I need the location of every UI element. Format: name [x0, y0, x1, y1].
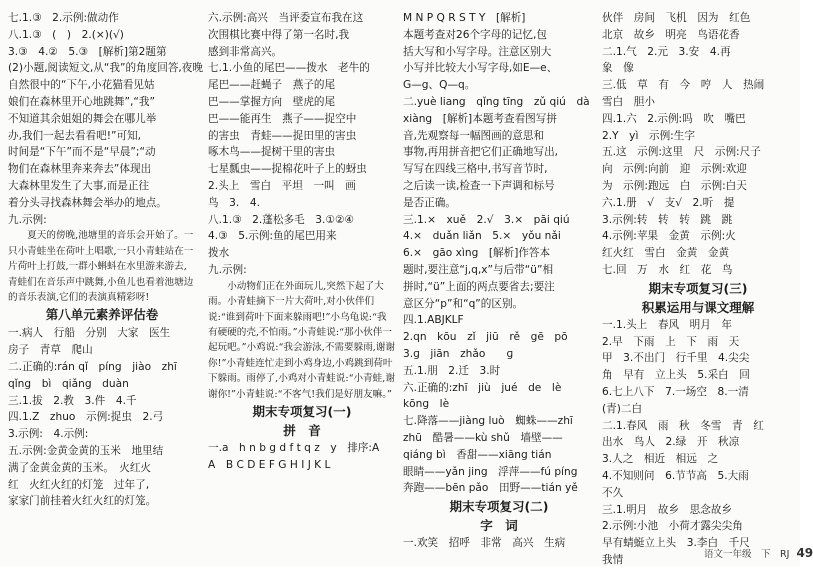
column-3 — [403, 10, 595, 552]
answer-line: 六.1.册 √ 支√ 2.听 提 — [602, 196, 735, 209]
answer-line: 之后读一读,检查一下声调和标号 — [403, 179, 555, 192]
answer-line: 啄木鸟——捉树干里的害虫 — [208, 146, 336, 159]
answer-line: 4.示例:苹果 金黄 示例:火 — [602, 230, 736, 243]
review-title: 期末专项复习(二) — [449, 499, 549, 515]
column-2 — [208, 10, 396, 474]
book-label: 语文一年级 下 RJ — [704, 549, 790, 560]
answer-line: G—g、Q—q。 — [403, 79, 476, 92]
answer-line: kōng lè — [403, 398, 450, 411]
unit-title: 第八单元素养评估卷 — [45, 307, 159, 323]
answer-line: 3.人之 相近 相远 之 — [602, 453, 719, 466]
answer-line: 象 像 — [602, 62, 634, 75]
answer-line: 五.这 示例:这里 尺 示例:尺子 — [602, 146, 761, 159]
answer-line: 满了金黄金黄的玉米。 火红火 — [8, 461, 152, 474]
answer-line: 四.1.ABJKLF — [403, 314, 464, 327]
answer-line: 4.× duǎn liǎn 5.× yǒu nǎi — [403, 230, 561, 243]
answer-line: 我情 — [602, 553, 624, 566]
answer-line: 次围棋比赛中得了第一名时,我 — [208, 28, 350, 41]
answer-line: 办,我们一起去看看吧!”可知, — [8, 129, 142, 142]
answer-line: 鸟 3. 4. — [208, 196, 260, 209]
answer-line: 巴——掌握方向 壁虎的尾 — [208, 95, 336, 108]
column-1 — [8, 10, 203, 510]
answer-line: 二.正确的:rán qǐ píng jiào zhī — [8, 360, 177, 373]
answer-lines — [403, 10, 595, 497]
answer-line: xiàng [解析]本题考查看图写拼 — [403, 112, 557, 125]
answer-line: 4.③ 5.示例:鱼的尾巴用来 — [208, 230, 337, 243]
answer-line: 三.低 草 有 今 哼 人 热闹 — [602, 79, 765, 92]
answer-line: 一.1.头上 春风 明月 年 — [602, 318, 733, 331]
answer-line: 七星瓢虫——捉棉花叶子上的蚜虫 — [208, 163, 367, 176]
answer-line: 娘们在森林里开心地跳舞”,“我” — [8, 95, 155, 108]
answer-line: 七.1.③ 2.示例:做动作 — [8, 12, 119, 24]
answer-line: 四.1.六 2.示例:吗 吹 嘴巴 — [602, 112, 746, 125]
answer-line: 三.1.拔 2.教 3.件 4.千 — [8, 394, 137, 407]
answer-line: 的害虫 青蛙——捉田里的害虫 — [208, 129, 357, 142]
answer-line: 事物,再用拼音把它们正确地写出, — [403, 146, 559, 159]
answer-line: 意区分“p”和“q”的区别。 — [403, 297, 524, 310]
answer-line: 雪白 胆小 — [602, 95, 655, 108]
answer-line: (青)二白 — [602, 402, 643, 415]
answer-line: (2)小题,阅读短文,从“我”的角度回答,夜晚 — [8, 62, 203, 75]
answer-line: M N P Q R S T Y [解析] — [403, 12, 526, 24]
answer-line: zhū 酷暑——kù shǔ 墙壁—— — [403, 431, 563, 444]
answer-line: 夏天的傍晚,池塘里的音乐会开始了。一只小青蛙坐在荷叶上唱歌,一只小青蛙站在一片荷叶上打鼓,一群小蝌蚪在水里游来游去,青蛙们在音乐声中跳舞,小鱼儿也看着池塘边的音乐表演,它们的表演真精彩呀! — [8, 230, 194, 303]
answer-line: 八.1.③ 2.蓬松多毛 3.①②④ — [208, 213, 354, 226]
answer-lines — [8, 325, 196, 510]
answer-line: 二.1.气 2.元 3.安 4.再 — [602, 45, 731, 58]
answer-line: 括大写和小写字母。注意区别大 — [403, 45, 552, 58]
answer-line: 二.yuè liang qǐng tīng zǔ qiú dà — [403, 95, 590, 108]
answer-line: 红火红 雪白 金黄 金黄 — [602, 247, 730, 260]
answer-line: 眼睛——yǎn jing 浮萍——fú píng — [403, 465, 578, 478]
answer-line: 为 示例:跑远 白 示例:白天 — [602, 179, 747, 192]
answer-line: qǐng bì qiǎng duàn — [8, 377, 129, 390]
answer-line: 4.不知则问 6.节节高 5.大雨 — [602, 469, 749, 482]
answer-line: 大森林里发生了大事,而是正往 — [8, 179, 150, 192]
answer-line: 七.1.小鱼的尾巴——拨水 老牛的 — [208, 62, 370, 75]
answer-lines — [8, 10, 203, 212]
question-label: 九.示例: — [8, 213, 47, 226]
answer-line: A B C D E F G H I J K L — [208, 458, 331, 471]
answer-line: 3.③ 4.② 5.③ [解析]第2题第 — [8, 45, 167, 58]
question-label: 九.示例: — [208, 263, 247, 276]
answer-line: 2.头上 雪白 平坦 一叫 画 — [208, 179, 356, 192]
answer-line: 2.早 下雨 上 下 雨 天 — [602, 335, 740, 348]
answer-line: 2.示例:小池 小荷才露尖尖角 — [602, 520, 743, 533]
answer-line: 写写在四线三格中,书写音节时, — [403, 163, 548, 176]
answer-line: 房子 青草 爬山 — [8, 344, 93, 357]
answer-line: 四.1.Z zhuo 示例:捉虫 2.弓 — [8, 411, 164, 424]
review-title: 期末专项复习(三) — [648, 280, 748, 296]
answer-line: 八.1.③ ( ) 2.(×)(√) — [8, 28, 124, 41]
answer-line: 物们在森林里奔来奔去”体现出 — [8, 163, 152, 176]
answer-line: 角 早有 立上头 5.采白 回 — [602, 369, 750, 382]
answer-line: 题时,要注意“j,q,x”与后带“ü”相 — [403, 263, 554, 276]
answer-lines — [602, 317, 794, 569]
answer-line: 是否正确。 — [403, 196, 456, 209]
review-subtitle: 积累运用与课文理解 — [641, 299, 755, 315]
answer-line: 六.示例:高兴 当评委宣布我在这 — [208, 12, 364, 24]
answer-lines — [208, 440, 396, 474]
review-subtitle: 字 词 — [480, 518, 518, 534]
answer-line: 2.qn kōu zǐ jiū rě gē pō — [403, 331, 568, 344]
answer-line: 拼时,“ü”上面的两点要省去;要注 — [403, 280, 555, 293]
answer-line: 感到非常高兴。 — [208, 45, 283, 58]
answer-line: 向 示例:向前 迎 示例:欢迎 — [602, 163, 747, 176]
answer-line: 6.七上八下 7.一场空 8.一清 — [602, 385, 749, 398]
answer-line: 小写并比较大小写字母,如E—e、 — [403, 62, 558, 75]
page-number: 49 — [796, 546, 813, 560]
answer-line: qiáng bì 香甜——xiāng tián — [403, 448, 552, 461]
answer-line: 一.a h n b g d f t q z y 排序:A — [208, 442, 380, 454]
answer-line: 六.正确的:zhī jiù jué de lè — [403, 381, 562, 394]
answer-line: 不知道其余姐姐的舞会在哪儿举 — [8, 112, 157, 125]
sample-essay — [8, 228, 196, 305]
review-subtitle: 拼 音 — [283, 423, 321, 438]
answer-line: 音,先观察每一幅图画的意思和 — [403, 129, 545, 142]
answer-line: 不久 — [602, 486, 624, 499]
answer-line: 3.ɡ jiān zhǎo ɡ — [403, 347, 514, 360]
column-4 — [602, 10, 794, 569]
answer-line: 自然很中的“下午,小花猫看见姑 — [8, 79, 155, 92]
answer-line: 2.Y yì 示例:生字 — [602, 129, 695, 142]
answer-line: 七.降落——jiàng luò 蜘蛛——zhī — [403, 415, 573, 428]
answer-lines — [602, 10, 794, 279]
answer-line: 出水 鸟人 2.绿 开 秋凉 — [602, 436, 740, 449]
answer-line: 6.× gāo xìng [解析]作答本 — [403, 247, 551, 260]
answer-line: 早有蜻蜓立上头 3.李白 千尺 — [602, 537, 750, 550]
answer-line: 尾巴——赶蝇子 燕子的尾 — [208, 79, 336, 92]
sample-story: 小动物们正在外面玩儿,突然下起了大雨。小青蛙摘下一片大荷叶,对小伙伴们说:“谁到荷叶下面来躲雨吧!”小乌龟说:“我有硬硬的壳,不怕雨。”小青蛙说:“那小伙伴一起玩吧。”小鸡说:“我会游泳,不需要躲雨,谢谢你!”小青蛙连忙走到小鸡身边,小鸡跳到荷叶下躲雨。雨停了,小鸡对小青蛙说:“小青蛙,谢谢你!”小青蛙说:“不客气!我们是好朋友嘛。” — [208, 280, 396, 400]
review-title: 期末专项复习(一) — [252, 404, 352, 419]
answer-line: 五.1.朋 2.迁 3.时 — [403, 364, 501, 377]
answer-lines — [403, 535, 595, 552]
answer-line: 三.1.× xuě 2.√ 3.× pāi qiú — [403, 213, 570, 226]
answer-line: 家家门前挂着火红火红的灯笼。 — [8, 495, 157, 508]
answer-line: 伙伴 房间 飞机 因为 红色 — [602, 12, 751, 24]
page-footer — [704, 546, 813, 560]
answer-line: 拨水 — [208, 247, 230, 260]
answer-lines — [208, 10, 396, 262]
answer-line: 五.示例:金黄金黄的玉米 地里结 — [8, 444, 164, 457]
answer-line: 一.欢笑 招呼 非常 高兴 生病 — [403, 537, 566, 550]
answer-line: 本题考查对26个字母的记忆,包 — [403, 28, 547, 41]
answer-line: 北京 故乡 明亮 鸟语花香 — [602, 28, 740, 41]
answer-line: 一.病人 行船 分别 大家 医生 — [8, 327, 171, 340]
answer-line: 3.示例:转 转 转 跳 跳 — [602, 213, 733, 226]
answer-line: 七.回 万 水 红 花 鸟 — [602, 263, 733, 276]
answer-line: 着分头寻找森林舞会举办的地点。 — [8, 196, 167, 209]
answer-line: 巴——能再生 燕子——捉空中 — [208, 112, 357, 125]
answer-line: 三.1.明月 故乡 思念故乡 — [602, 503, 733, 516]
answer-line: 红 火红火红的灯笼 过年了, — [8, 478, 150, 491]
answer-line: 时间是“下午”而不是“早晨”;“动 — [8, 146, 156, 159]
answer-line: 奔跑——bēn pǎo 田野——tián yě — [403, 482, 578, 495]
answer-line: 3.示例: 4.示例: — [8, 428, 89, 441]
answer-line: 二.1.春风 雨 秋 冬雪 青 红 — [602, 419, 764, 432]
answer-line: 甲 3.不出门 行千里 4.尖尖 — [602, 352, 750, 365]
